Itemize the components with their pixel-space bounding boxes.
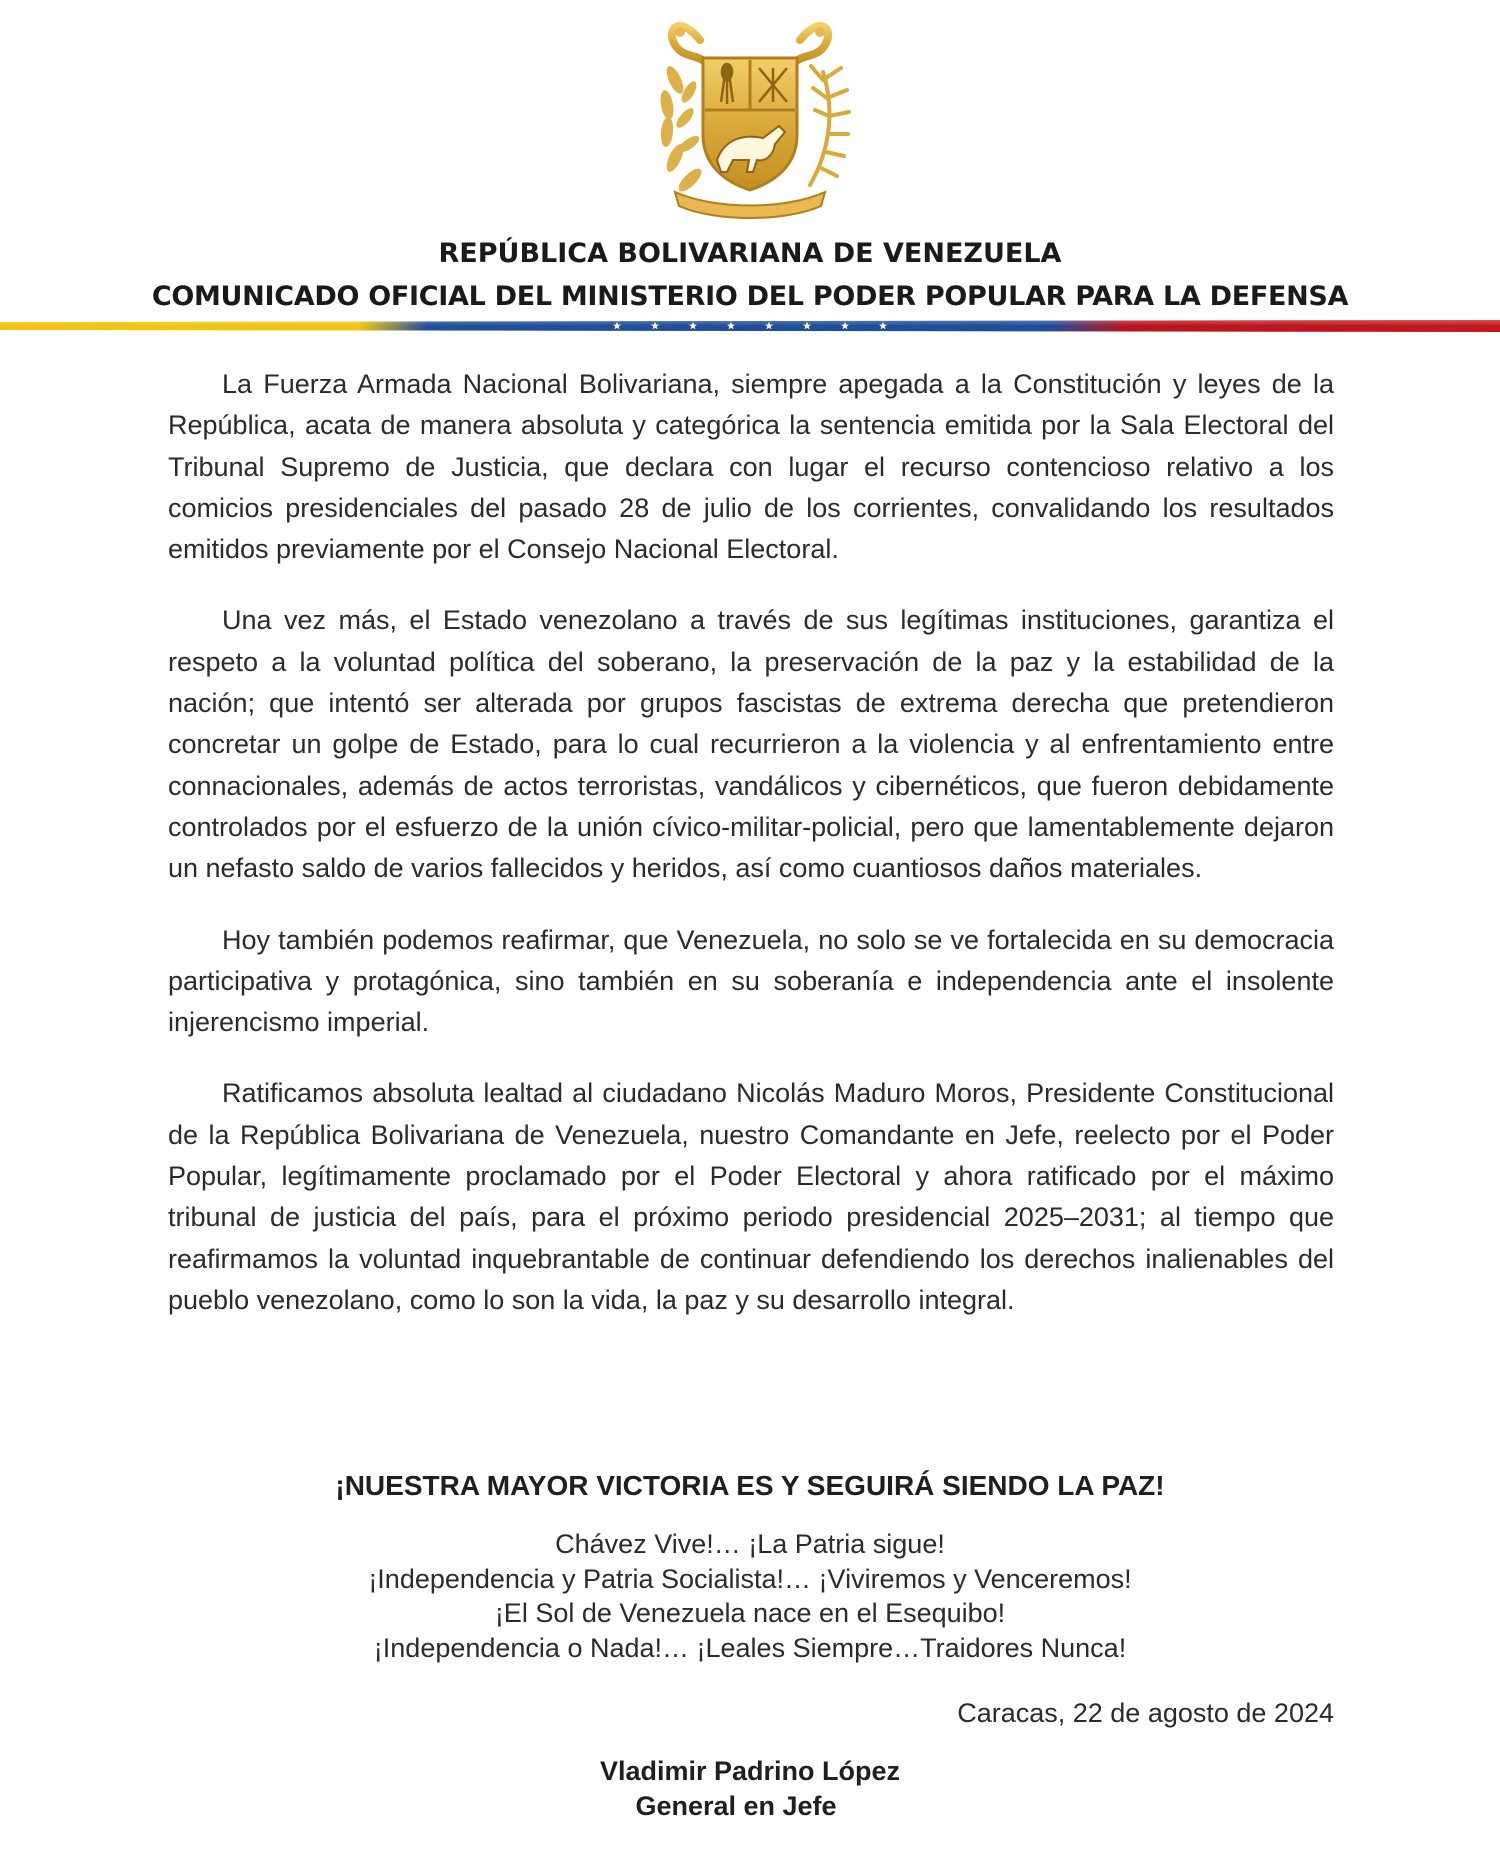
signatory-rank: General en Jefe [635,1791,837,1821]
flag-strip [0,317,1500,335]
signature-block [0,1754,1500,1824]
communique-title: COMUNICADO OFICIAL DEL MINISTERIO DEL PODER POPULAR PARA LA DEFENSA [151,281,1349,312]
slogan-2: ¡Independencia y Patria Socialista!… ¡Viviremos y Venceremos! [368,1563,1132,1594]
paragraph-4: Ratificamos absoluta lealtad al ciudadano Nicolás Maduro Moros, Presidente Constitucional de la República Bolivariana de Venezuela, nuestro Comandante en Jefe, reelecto por el Poder Popular, legítimamente proclamado por el Poder Electoral y ahora ratificado por el máximo tribunal de justicia del país, para el próximo periodo presidencial 2025–2031; al tiempo que reafirmamos la voluntad inquebrantable de continuar defendiendo los derechos inalienables del pueblo venezolano, como lo son la vida, la paz y su desarrollo integral. [168,1078,1334,1315]
slogans [0,1527,1500,1665]
venezuela-coat-of-arms-icon [645,10,855,222]
slogan-4: ¡Independencia o Nada!… ¡Leales Siempre…Traidores Nunca! [373,1632,1127,1663]
paragraph-1: La Fuerza Armada Nacional Bolivariana, siempre apegada a la Constitución y leyes de la República, acata de manera absoluta y categórica la sentencia emitida por la Sala Electoral del Tribunal Supremo de Justicia, que declara con lugar el recurso contencioso relativo a los comicios presidenciales del pasado 28 de julio de los corrientes, convalidando los resultados emitidos previamente por el Consejo Nacional Electoral. [168,369,1334,565]
signatory-name: Vladimir Padrino López [599,1756,901,1786]
paragraph-2: Una vez más, el Estado venezolano a través de sus legítimas instituciones, garantiza el respeto a la voluntad política del soberano, la preservación de la paz y la estabilidad de la nación; que intentó ser alterada por grupos fascistas de extrema derecha que pretendieron concretar un golpe de Estado, para lo cual recurrieron a la violencia y al enfrentamiento entre connacionales, además de actos terroristas, vandálicos y cibernéticos, que fueron debidamente controlados por el esfuerzo de la unión cívico-militar-policial, pero que lamentablemente dejaron un nefasto saldo de varios fallecidos y heridos, así como cuantiosos daños materiales. [168,605,1334,884]
motto: ¡NUESTRA MAYOR VICTORIA ES Y SEGUIRÁ SIENDO LA PAZ! [335,1470,1165,1501]
slogan-1: Chávez Vive!… ¡La Patria sigue! [555,1529,945,1559]
document-date: Caracas, 22 de agosto de 2024 [957,1698,1334,1728]
communique-body [168,364,1334,1351]
document-header [0,232,1500,318]
paragraph-3: Hoy también podemos reafirmar, que Venezuela, no solo se ve fortalecida en su democracia participativa y protagónica, sino también en su soberanía e independencia ante el insolente injerencismo imperial. [168,924,1334,1038]
republic-title: REPÚBLICA BOLIVARIANA DE VENEZUELA [438,238,1062,269]
slogan-3: ¡El Sol de Venezuela nace en el Esequibo! [494,1598,1006,1628]
